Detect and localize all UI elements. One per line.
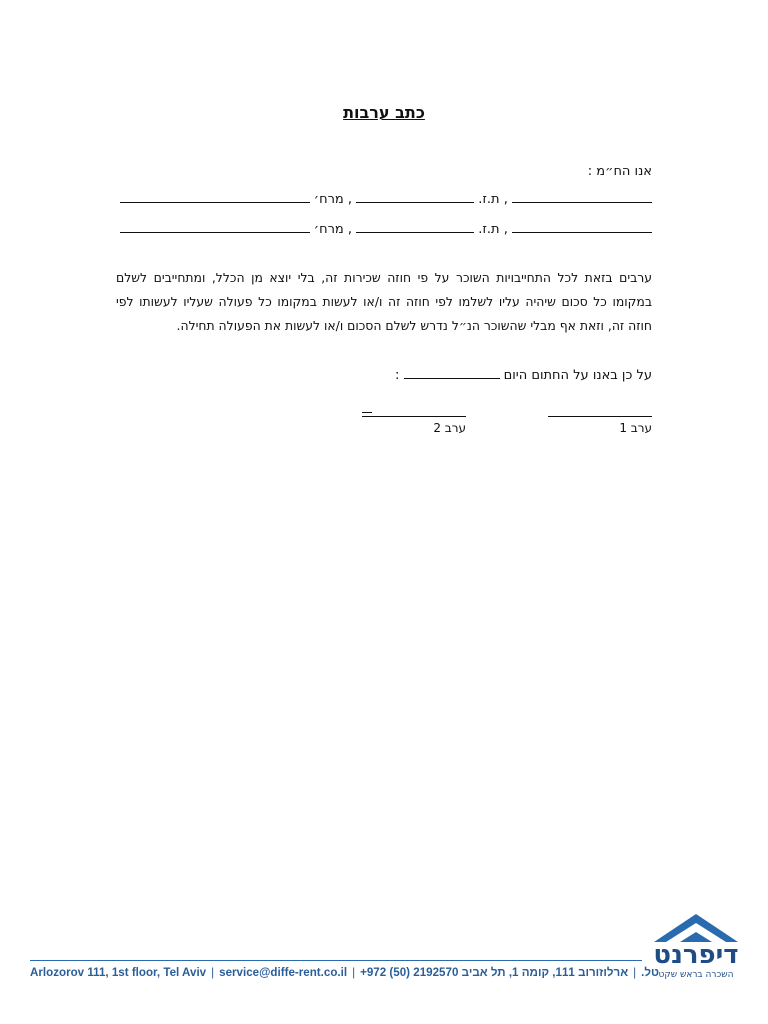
footer-address-he: ארלוזורוב 111, קומה 1, תל אביב <box>461 966 629 979</box>
footer-email[interactable]: service@diffe-rent.co.il <box>219 966 348 979</box>
street-blank-2[interactable] <box>120 222 310 233</box>
footer-separator: | <box>211 966 215 979</box>
guarantor-1-label: ערב 1 <box>619 421 652 435</box>
document-title: כתב ערבות <box>343 103 425 122</box>
id-label-1: , ת.ז. <box>478 192 508 207</box>
guarantee-paragraph: ערבים בזאת לכל התחייבויות השוכר על פי חוזה שכירות זה, בלי יוצא מן הכלל, ומתחייבים לשלם במקומו כל סכום שיהיה עליו לשלמו לפי חוזה זה ו/או לעשות במקומו כל פעולה שעליו לעשותו לפי חוזה זה, וזאת אף מבלי שהשוכר הנ״ל נדרש לשלם הסכום ו/או לעשות את הפעולה תחילה. <box>116 270 652 333</box>
footer-separator: | <box>633 966 637 979</box>
date-suffix: : <box>394 368 400 383</box>
street-label-1: , מרח׳ <box>313 192 352 207</box>
company-logo-tagline: השכרה בראש שקט <box>658 970 734 980</box>
footer-address-en: Arlozorov 111, 1st floor, Tel Aviv <box>30 966 207 979</box>
signature-line-2[interactable] <box>362 416 466 417</box>
street-label-2: , מרח׳ <box>313 222 352 237</box>
date-blank[interactable] <box>404 368 500 379</box>
guarantor-row-1 <box>120 192 652 207</box>
intro-text: אנו הח״מ : <box>587 164 652 179</box>
footer-separator: | <box>352 966 356 979</box>
street-blank-1[interactable] <box>120 192 310 203</box>
footer-divider <box>30 960 642 961</box>
date-prefix: על כן באנו על החתום היום <box>503 368 652 383</box>
guarantor-row-2 <box>120 222 652 237</box>
name-blank-1[interactable] <box>512 192 652 203</box>
footer-phone-label: טל. <box>641 966 659 979</box>
footer-contact <box>30 966 659 979</box>
name-blank-2[interactable] <box>512 222 652 233</box>
id-label-2: , ת.ז. <box>478 222 508 237</box>
company-logo-name: דיפרנט <box>653 940 739 970</box>
id-blank-2[interactable] <box>356 222 474 233</box>
footer-phone[interactable]: +972 (50) 2192570 <box>360 966 459 979</box>
date-line <box>395 368 652 383</box>
signature-dash <box>362 412 372 413</box>
guarantor-2-label: ערב 2 <box>433 421 466 435</box>
signature-line-1[interactable] <box>548 416 652 417</box>
id-blank-1[interactable] <box>356 192 474 203</box>
